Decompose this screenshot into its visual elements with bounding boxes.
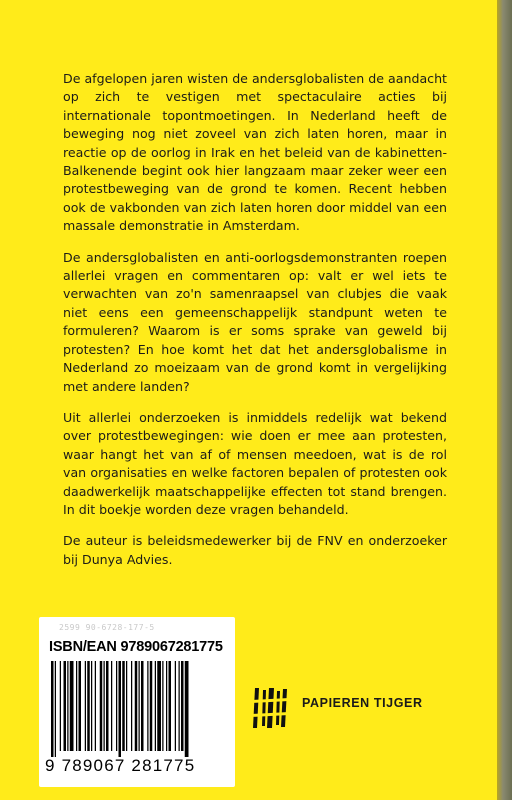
barcode-bar — [126, 661, 127, 751]
barcode-bar — [166, 661, 167, 751]
barcode-bar — [162, 661, 163, 751]
blurb-paragraph: De auteur is beleidsmedewerker bij de FNV en onderzoeker bij Dunya Advies. — [63, 533, 447, 567]
barcode-bar — [87, 661, 90, 751]
barcode-bar — [169, 661, 172, 751]
barcode-bar — [76, 661, 77, 751]
barcode-bar — [70, 661, 74, 751]
cover-edge-shadow — [497, 0, 512, 800]
barcode-image — [49, 661, 229, 757]
barcode-bar — [67, 661, 68, 751]
barcode-bar — [60, 661, 61, 751]
barcode-bar — [79, 661, 82, 751]
sticker-faint-code: 2599 90-6728-177-5 — [59, 623, 155, 632]
barcode-bar — [64, 661, 67, 751]
barcode-bar — [111, 661, 112, 751]
publisher-name: PAPIEREN TIJGER — [302, 696, 423, 710]
barcode-bar — [95, 661, 96, 751]
barcode-bar — [119, 661, 122, 757]
barcode-bar — [55, 661, 56, 757]
barcode-bar — [175, 661, 176, 751]
barcode-digits: 9 789067 281775 — [45, 756, 196, 775]
barcode-bar — [181, 661, 184, 751]
barcode-bar — [185, 661, 189, 757]
barcode-bar — [100, 661, 103, 751]
blurb-paragraph: De andersglobalisten en anti-oorlogsdemonstranten roepen allerlei vragen en commentaren op: valt er wel iets te verwachten van zo'n samenraapsel van clubjes die vaak niet eens een gemeenschappelijk standpunt weten te formuleren? Waarom is er soms sprake van geweld bij protesten? En hoe komt het dat het andersglobalisme in Nederland zo moeizaam van de grond komt in vergelijking met andere landen? — [63, 249, 447, 394]
barcode-bar — [147, 661, 148, 751]
blurb-paragraph: De afgelopen jaren wisten de andersglobalisten de aandacht op zich te vestigen met spectaculaire acties bij internationale topontmoetingen. In Nederland heeft de beweging nog niet zoveel van zich laten horen, maar in reactie op de oorlog in Irak en het beleid van de kabinetten-Balkenende begint ook hier langzaam maar zeker weer een protestbeweging van de grond te komen. Recent hebben ook de vakbonden van zich laten horen door middel van een massale demonstratie in Amsterdam. — [63, 71, 447, 234]
barcode-bar — [91, 661, 92, 751]
isbn-label: ISBN/EAN 9789067281775 — [49, 639, 223, 655]
tiger-stripes-logo-icon — [250, 686, 290, 730]
barcode-bar — [131, 661, 132, 751]
barcode-bar — [122, 661, 125, 751]
barcode-bar — [104, 661, 105, 751]
blurb-text — [63, 70, 447, 582]
barcode-bar — [150, 661, 153, 751]
barcode-bar — [141, 661, 144, 751]
barcode-bar — [51, 661, 54, 757]
barcode-bar — [85, 661, 86, 751]
barcode-bar — [155, 661, 156, 751]
barcode-bar — [116, 661, 117, 751]
barcode-bar — [135, 661, 138, 751]
blurb-paragraph: Uit allerlei onderzoeken is inmiddels redelijk wat bekend over protestbewegingen: wie doen er mee aan protesten, waar hangt het van af of mensen meedoen, wat is de rol van organisaties en welke factoren bepalen of protesten ook daadwerkelijk maatschappelijke effecten tot stand brengen. In dit boekje worden deze vragen behandeld. — [63, 409, 447, 517]
barcode-bar — [106, 661, 109, 751]
barcode-bar — [139, 661, 140, 751]
barcode-sticker — [39, 617, 235, 787]
barcode-bar — [157, 661, 161, 751]
barcode-bar — [179, 661, 180, 751]
